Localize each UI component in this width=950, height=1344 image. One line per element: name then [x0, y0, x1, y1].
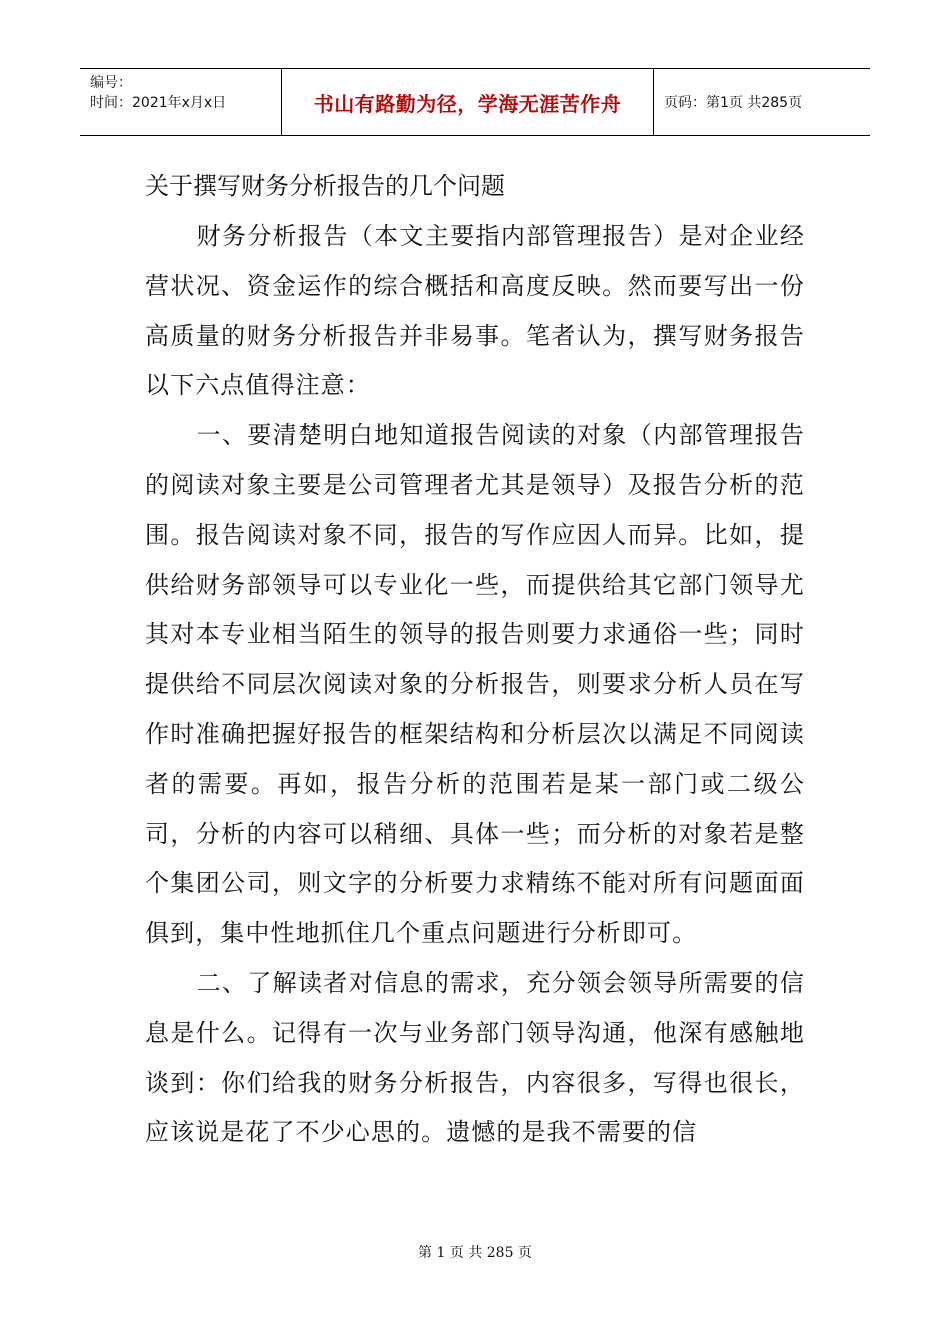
header-motto-cell — [282, 69, 654, 135]
paragraph-point-two: 二、了解读者对信息的需求，充分领会领导所需要的信息是什么。记得有一次与业务部门领导沟通，他深有感触地谈到：你们给我的财务分析报告，内容很多，写得也很长，应该说是花了不少心思的。遗憾的是我不需要的信 — [145, 968, 805, 1147]
document-time-label: 时间：2021年x月x日 — [90, 95, 227, 111]
page-footer: 第 1 页 共 285 页 — [418, 1245, 532, 1261]
paragraph-point-one: 一、要清楚明白地知道报告阅读的对象（内部管理报告的阅读对象主要是公司管理者尤其是领导）及报告分析的范围。报告阅读对象不同，报告的写作应因人而异。比如，提供给财务部领导可以专业化一些，而提供给其它部门领导尤其对本专业相当陌生的领导的报告则要力求通俗一些；同时提供给不同层次阅读对象的分析报告，则要求分析人员在写作时准确把握好报告的框架结构和分析层次以满足不同阅读者的需要。再如，报告分析的范围若是某一部门或二级公司，分析的内容可以稍细、具体一些；而分析的对象若是整个集团公司，则文字的分析要力求精练不能对所有问题面面俱到，集中性地抓住几个重点问题进行分析即可。 — [145, 421, 805, 948]
header-motto: 书山有路勤为径，学海无涯苦作舟 — [313, 91, 622, 116]
page-header — [80, 68, 870, 136]
header-meta-cell — [80, 69, 282, 135]
document-number-label: 编号： — [90, 75, 132, 91]
header-page-code: 页码：第1页 共285页 — [664, 95, 803, 111]
header-page-code-cell — [654, 69, 870, 135]
document-title: 关于撰写财务分析报告的几个问题 — [145, 172, 505, 200]
paragraph-intro: 财务分析报告（本文主要指内部管理报告）是对企业经营状况、资金运作的综合概括和高度反映。然而要写出一份高质量的财务分析报告并非易事。笔者认为，撰写财务报告以下六点值得注意： — [145, 222, 805, 400]
document-body — [145, 212, 805, 1158]
